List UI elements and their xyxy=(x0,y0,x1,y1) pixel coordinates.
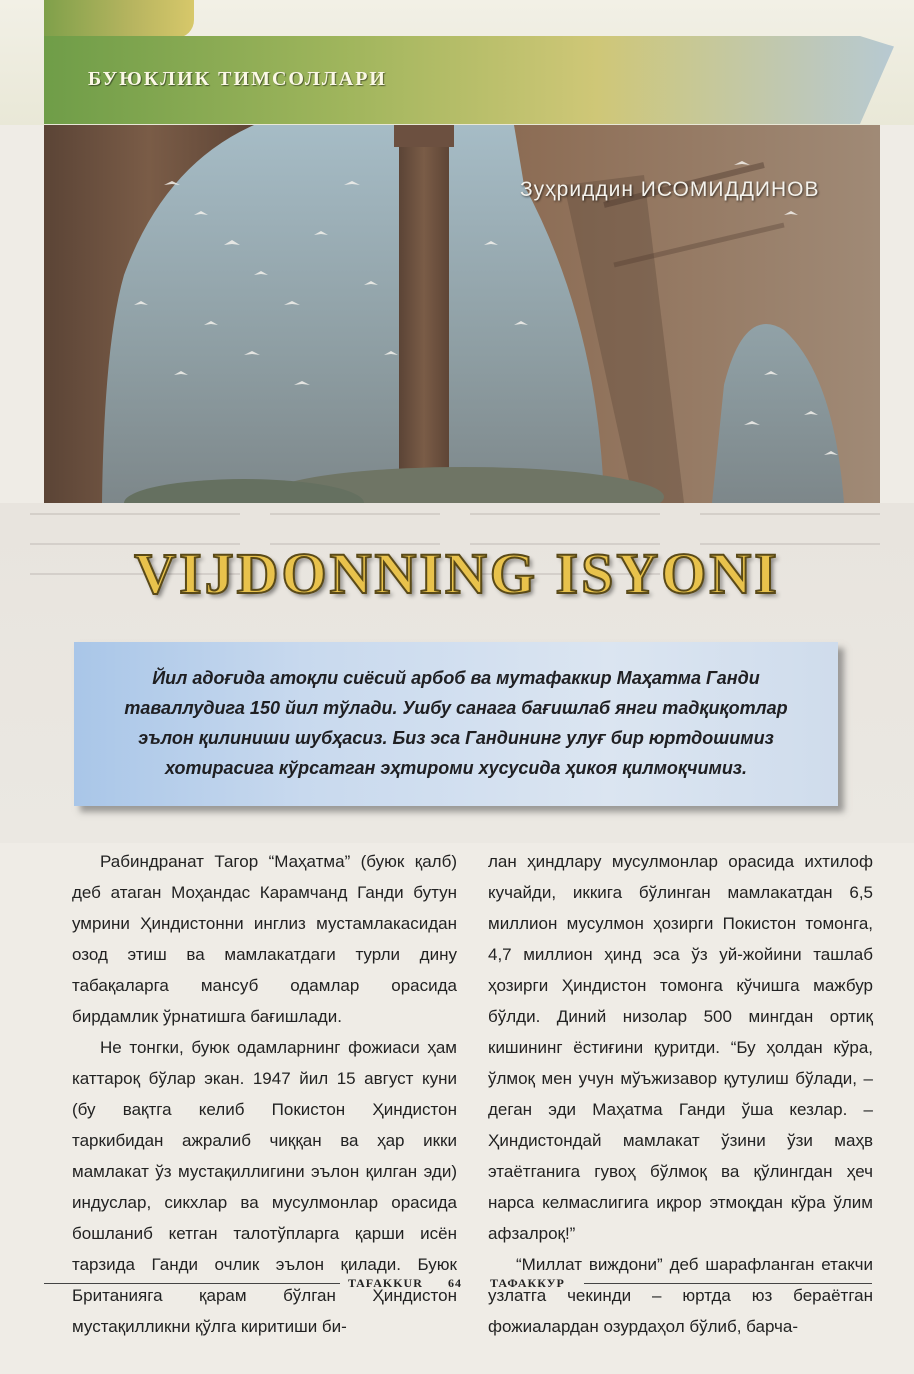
footer-label-right: ТАФАККУР xyxy=(490,1276,565,1290)
left-column xyxy=(72,846,457,1342)
page-number: 64 xyxy=(448,1276,462,1290)
right-column xyxy=(488,846,873,1342)
intro-text: Йил адоғида атоқли сиёсий арбоб ва мутафаккир Маҳатма Ганди таваллудига 150 йил тўлади. Ушбу санага бағишлаб янги тадқиқотлар эълон қилиниши шубҳасиз. Биз эса Гандининг улуғ бир юртдошимиз хотирасига кўрсатган эҳтироми хусусида ҳикоя қилмоқчимиз. xyxy=(124,668,788,778)
folder-tab-decoration xyxy=(44,0,194,38)
footer-rule-right xyxy=(584,1283,872,1284)
footer-rule-left xyxy=(44,1283,340,1284)
paragraph: Не тонгки, буюк одамларнинг фожиаси ҳам каттароқ бўлар экан. 1947 йил 15 август куни (бу вақтга келиб Покистон Ҳиндистон таркибидан ажралиб чиққан ва ҳар икки мамлакат ўз мустақиллигини эълон қилган эди) индуслар, сикхлар ва мусулмонлар орасида бошланиб кетган талотўпларга қарши исён тарзида Ганди очлик эълон қилади. Буюк Британияга қарам бўлган Ҳиндистон мустақилликни қўлга киритиши би- xyxy=(72,1038,457,1336)
paragraph: Рабиндранат Тагор “Маҳатма” (буюк қалб) деб атаган Моҳандас Карамчанд Ганди бутун умрини Ҳиндистонни инглиз мустамлакасидан озод этиш ва мамлакатдаги турли дину табақаларга мансуб одамлар орасида бирдамлик ўрнатишга бағишлади. xyxy=(72,852,457,1026)
footer-label-left: TAFAKKUR xyxy=(348,1276,423,1290)
paragraph: лан ҳиндлару мусулмонлар орасида ихтилоф кучайди, иккига бўлинган мамлакатдан 6,5 миллион мусулмон ҳозирги Покистон томонга, 4,7 миллион ҳинд эса ўз уй-жойини ташлаб ҳозирги Ҳиндистон томонга кўчишга мажбур бўлди. Диний низолар 500 мингдан ортиқ кишининг ёстиғини қуритди. “Бу ҳолдан кўра, ўлмоқ мен учун мўъжизавор қутулиш бўлади, – деган эди Маҳатма Ганди ўша кезлар. – Ҳиндистондай мамлакат ўзини ўзи маҳв этаётганига гувоҳ бўлмоқ ва қўлингдан ҳеч нарса келмаслигига иқрор этмоқдан кўра ўлим афзалроқ!” xyxy=(488,852,873,1243)
section-title: БУЮКЛИК ТИМСОЛЛАРИ xyxy=(88,68,387,90)
author-name: Зуҳриддин ИСОМИДДИНОВ xyxy=(520,178,820,201)
article-headline: VIJDONNING ISYONI xyxy=(134,541,780,606)
paragraph: “Миллат виждони” деб шарафланган етакчи узлатга чекинди – юртда юз бераётган фожиалардан озурдаҳол бўлиб, барча- xyxy=(488,1255,873,1336)
